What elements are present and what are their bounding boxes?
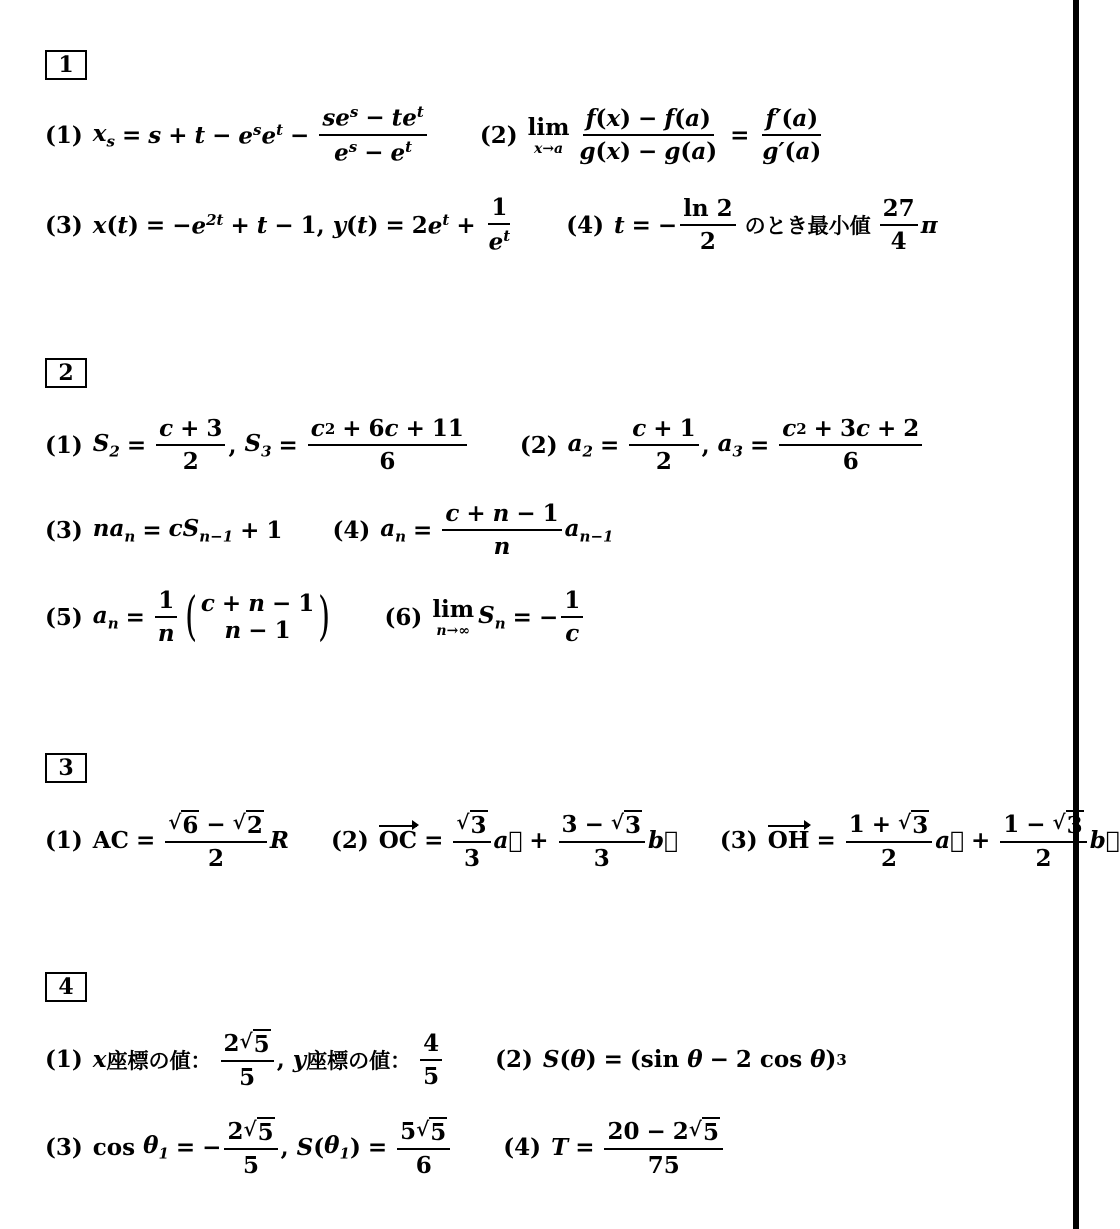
s2-q3: (3) $na_n$ = $cS_{n-1}$ + 1 — [45, 514, 283, 546]
s4-q3: (3) cos $\theta_1$ = − 2 √ 5 5 , S ( $\theta_1$ ) = 5 √ 5 6 — [45, 1117, 453, 1179]
s1-q2: (2) lim x→a f ( x ) − f ( a ) g ( x ) − g ( a ) = f′ ( a ) g′ ( a ) — [479, 105, 822, 165]
section-2-row-2 — [45, 495, 663, 565]
s4-q4-number: (4) — [503, 1134, 542, 1161]
section-1-row-2 — [45, 190, 988, 260]
s4-q1-x-label: 座標の値： — [106, 1048, 212, 1073]
section-1-box — [45, 50, 87, 80]
s2-q5: (5) $a_n$ = $\frac{1}{n}$ ( c + n − 1 n − 1 ) — [45, 587, 331, 647]
right-border — [1073, 0, 1079, 1229]
s2-q1: (1) $S_2$ = c + 3 2 , $S_3$ = c 2 + 6 c + 11 6 — [45, 415, 470, 475]
s4-q1-number: (1) — [45, 1046, 83, 1073]
s3-q3: (3) OH = 1 + √ 3 2 a⃗ + 1 − √ 3 2 b⃗ — [719, 809, 1120, 872]
s2-q1-number: (1) — [45, 431, 83, 459]
s2-q6: (6) lim n→∞ $S_n$ = − $\frac{1}{c}$ — [385, 587, 587, 647]
s1-q4-jp-text: のとき最小値 — [744, 214, 871, 238]
s2-q6-number: (6) — [384, 603, 423, 631]
section-2-row-1 — [45, 410, 975, 480]
section-1-label: 1 — [58, 52, 74, 78]
s1-q4: (4) t = − $\frac{\ln 2}{2}$ のとき最小値 $\frac{27}{4}$ π — [566, 195, 938, 255]
s1-q3-number: (3) — [45, 211, 83, 239]
s2-q4-number: (4) — [332, 516, 371, 544]
s4-q4: (4) T = 20 − 2 √ 5 75 — [503, 1117, 726, 1179]
s3-q1-number: (1) — [45, 827, 83, 854]
s2-q2: (2) $a_2$ = c + 1 2 , $a_3$ = c 2 + 3 c + 2 6 — [520, 415, 925, 475]
s1-q1: (1) $x_s$ = s + t − $e^se^t$ − $se^s$ − $te^t$ $e^s$ − $e^t$ — [45, 103, 430, 166]
section-4-row-2 — [45, 1110, 776, 1185]
section-3-row-1 — [45, 803, 1120, 878]
section-1-row-1 — [45, 100, 877, 170]
s3-q2-number: (2) — [330, 827, 369, 854]
s4-q2: (2) S ( θ ) = (sin θ − 2 cos θ ) 3 — [495, 1046, 847, 1073]
s4-q3-number: (3) — [45, 1134, 83, 1161]
section-4-row-1 — [45, 1022, 897, 1097]
s3-q2: (2) OC = √ 3 3 a⃗ + 3 − √ 3 3 b⃗ — [330, 809, 678, 872]
s1-q2-number: (2) — [479, 121, 518, 149]
section-4-label: 4 — [58, 974, 74, 1000]
s4-q1-y-label: 座標の値： — [306, 1048, 412, 1073]
s4-q1: (1) x 座標の値： 2 √ 5 5 , y 座標の値： $\frac{4}{5}$ — [45, 1029, 445, 1091]
section-2-label: 2 — [58, 360, 74, 386]
section-4-box — [45, 972, 87, 1002]
s1-q3: (3) x ( t ) = − $e^{2t}$ + t − 1, y ( t ) = 2 $e^t$ + $\frac{1}{e^t}$ — [45, 194, 511, 256]
s3-q1: (1) AC = √ 6 − √ 2 2 R — [45, 809, 289, 872]
s1-q4-number: (4) — [566, 211, 604, 239]
s2-q2-number: (2) — [519, 431, 558, 459]
s2-q3-number: (3) — [45, 516, 83, 544]
s4-q2-number: (2) — [495, 1046, 533, 1073]
s2-q5-number: (5) — [45, 603, 83, 631]
s2-q4: (4) $a_n$ = c + n − 1 n $a_{n-1}$ — [332, 500, 614, 560]
section-2-row-3 — [45, 582, 636, 652]
section-3-label: 3 — [58, 755, 74, 781]
section-2-box — [45, 358, 87, 388]
section-3-box — [45, 753, 87, 783]
s1-q1-number: (1) — [45, 121, 83, 149]
s3-q3-number: (3) — [719, 827, 758, 854]
